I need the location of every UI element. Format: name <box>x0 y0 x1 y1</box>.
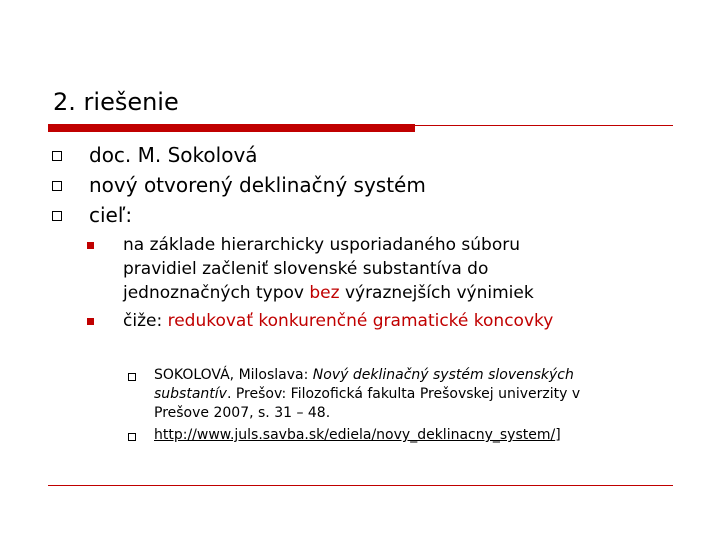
reference-author: SOKOLOVÁ, Miloslava: <box>154 367 313 383</box>
reference-title: substantív <box>154 386 227 402</box>
filled-square-bullet-icon <box>87 242 94 249</box>
hollow-square-bullet-icon <box>128 433 136 441</box>
bullet-item: nový otvorený deklinačný systém <box>89 173 426 197</box>
bullet-item: cieľ: <box>89 203 133 227</box>
hollow-square-bullet-icon <box>128 373 136 381</box>
reference-line <box>154 426 561 444</box>
title-accent-bar <box>48 124 415 132</box>
hollow-square-bullet-icon <box>52 181 62 191</box>
footer-divider <box>48 485 673 486</box>
sub-bullet-text: jednoznačných typov <box>123 283 310 303</box>
sub-bullet-line: pravidiel začleniť slovenské substantíva do <box>123 259 489 279</box>
sub-bullet-text: čiže: <box>123 311 168 331</box>
reference-suffix: ] <box>555 427 561 443</box>
reference-title: Nový deklinačný systém slovenských <box>312 367 574 383</box>
reference-publisher: . Prešov: Filozofická fakulta Prešovskej univerzity v <box>226 386 581 402</box>
bullet-item: doc. M. Sokolová <box>89 143 258 167</box>
hollow-square-bullet-icon <box>52 211 62 221</box>
hollow-square-bullet-icon <box>52 151 62 161</box>
reference-line <box>154 385 580 403</box>
slide-title: 2. riešenie <box>53 88 179 116</box>
highlight-text: bez <box>309 283 340 303</box>
reference-line <box>154 366 574 384</box>
filled-square-bullet-icon <box>87 318 94 325</box>
reference-link[interactable]: http://www.juls.savba.sk/ediela/novy_deklinacny_system/ <box>154 427 556 443</box>
highlight-text: redukovať konkurenčné gramatické koncovky <box>167 311 554 331</box>
sub-bullet-line <box>123 309 553 333</box>
sub-bullet-line <box>123 281 534 305</box>
sub-bullet-line: na základe hierarchicky usporiadaného súboru <box>123 235 521 255</box>
sub-bullet-text: výraznejších výnimiek <box>339 283 534 303</box>
reference-line: Prešove 2007, s. 31 – 48. <box>154 405 331 421</box>
